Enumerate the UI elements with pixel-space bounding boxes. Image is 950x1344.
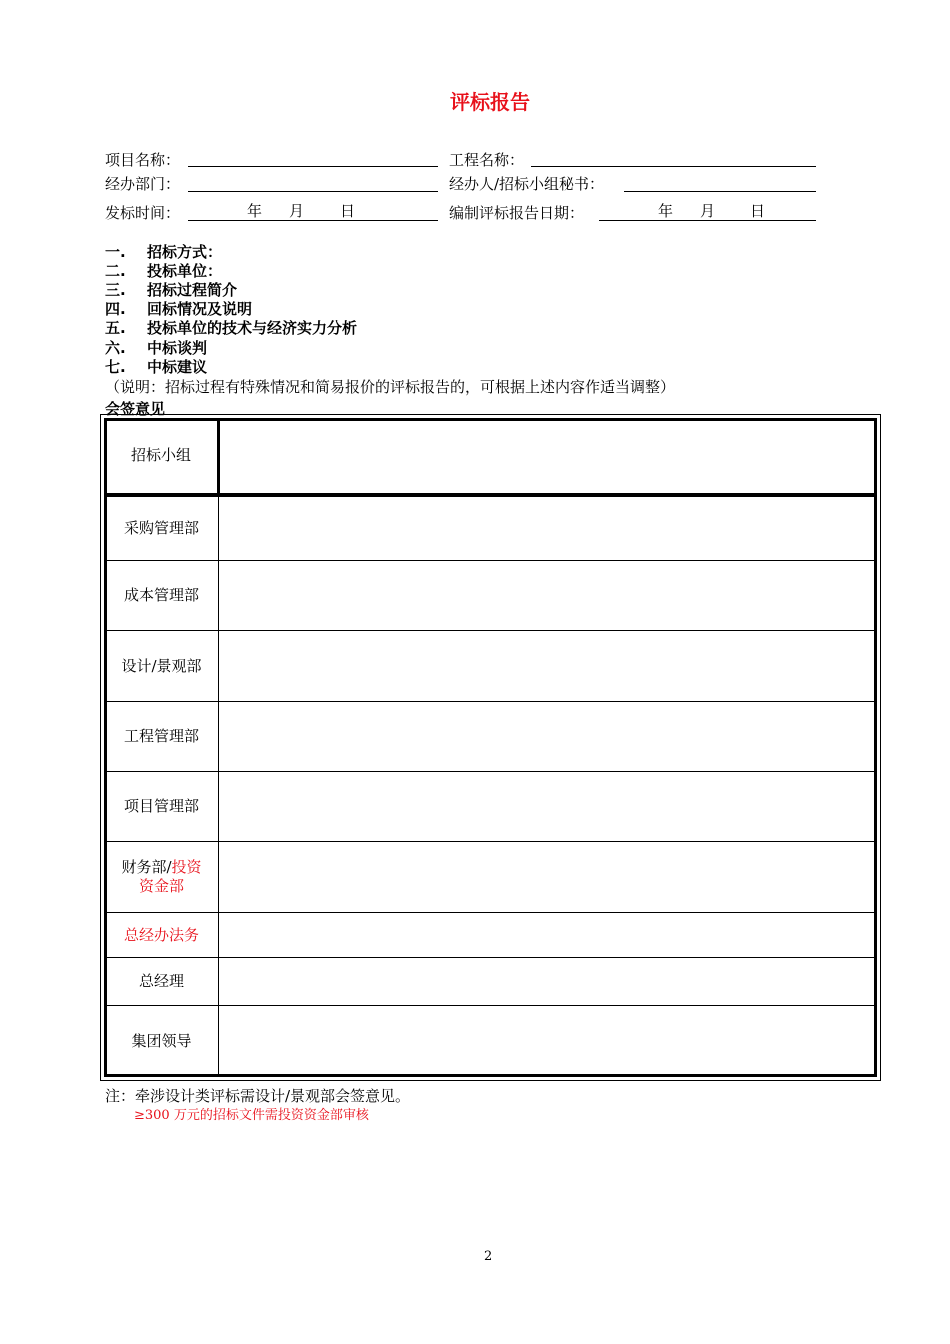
project-name-label: 项目名称： [105,151,181,169]
handler-field[interactable] [624,173,816,192]
sign-table-inner-frame [104,418,877,1077]
engineering-name-field[interactable] [531,148,816,167]
issue-time-label: 发标时间： [105,204,181,222]
report-date-field[interactable] [599,202,816,221]
sign-label-finance: 财务部/投资 资金部 [105,842,219,913]
sign-label: 采购管理部 [105,495,219,561]
sign-label: 项目管理部 [105,772,219,842]
sign-label: 招标小组 [105,419,219,495]
sign-label: 总经理 [105,958,219,1006]
section-item: 五. 投标单位的技术与经济实力分析 [105,319,358,337]
section-item: 二. 投标单位： [105,262,223,280]
year-label: 年 [658,202,674,220]
footnote-2: ≥300 万元的招标文件需投资资金部审核 [134,1108,369,1123]
handler-label: 经办人/招标小组秘书： [449,175,605,193]
section-item: 四. 回标情况及说明 [105,300,253,318]
department-field[interactable] [188,173,438,192]
project-name-field[interactable] [188,148,438,167]
section-item: 三. 招标过程简介 [105,281,238,299]
section-item: 一. 招标方式： [105,243,223,261]
note: （说明：招标过程有特殊情况和简易报价的评标报告的，可根据上述内容作适当调整） [105,378,676,396]
year-label: 年 [247,202,263,220]
issue-time-field[interactable] [188,202,438,221]
month-label: 月 [289,202,305,220]
sign-label: 总经办法务 [105,913,219,958]
sign-title: 会签意见 [105,400,166,418]
page-title: 评标报告 [450,90,530,114]
department-label: 经办部门： [105,175,181,193]
report-date-label: 编制评标报告日期： [449,204,585,222]
month-label: 月 [700,202,716,220]
sign-label: 工程管理部 [105,702,219,772]
sign-label: 集团领导 [105,1006,219,1077]
section-item: 七. 中标建议 [105,358,208,376]
page-number: 2 [484,1249,493,1264]
day-label: 日 [340,202,356,220]
sign-label: 成本管理部 [105,561,219,631]
sign-label: 设计/景观部 [105,631,219,702]
engineering-name-label: 工程名称： [449,151,525,169]
section-item: 六. 中标谈判 [105,339,208,357]
footnote-1: 注：牵涉设计类评标需设计/景观部会签意见。 [105,1087,411,1105]
day-label: 日 [750,202,766,220]
